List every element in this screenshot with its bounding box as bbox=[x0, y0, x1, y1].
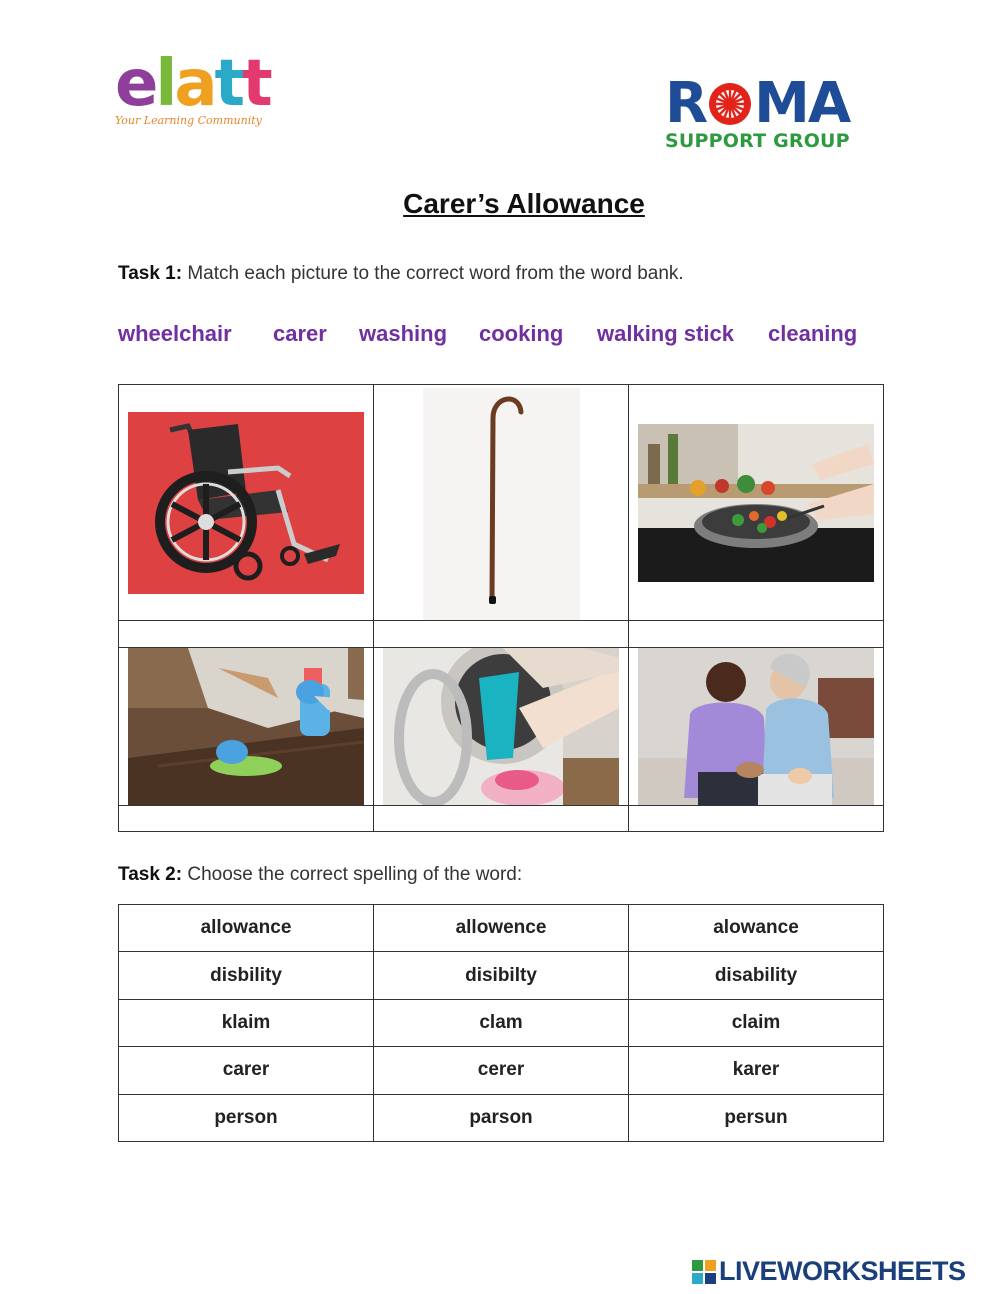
task2-text: Choose the correct spelling of the word: bbox=[182, 864, 523, 885]
answer-box[interactable] bbox=[118, 805, 374, 832]
picture-cell bbox=[118, 647, 374, 806]
roma-subtitle: SUPPORT GROUP bbox=[665, 130, 850, 152]
table-row bbox=[119, 952, 884, 999]
answer-box[interactable] bbox=[628, 805, 884, 832]
picture-cell bbox=[628, 647, 884, 806]
page-title: Carer’s Allowance bbox=[403, 188, 645, 219]
word-bank-item[interactable]: walking stick bbox=[597, 321, 734, 346]
table-row bbox=[119, 1094, 884, 1141]
picture-matching-table bbox=[118, 384, 884, 832]
spelling-option[interactable]: disbility bbox=[119, 952, 374, 999]
table-row bbox=[119, 999, 884, 1046]
spelling-option[interactable]: alowance bbox=[629, 905, 884, 952]
spelling-option[interactable]: person bbox=[119, 1094, 374, 1141]
spelling-option[interactable]: karer bbox=[629, 1047, 884, 1094]
carer-image bbox=[638, 648, 874, 805]
cleaning-image bbox=[128, 648, 364, 805]
spelling-option[interactable]: allowence bbox=[374, 905, 629, 952]
word-bank-item[interactable]: washing bbox=[359, 321, 448, 346]
table-row bbox=[119, 905, 884, 952]
word-bank-item[interactable]: carer bbox=[273, 321, 327, 346]
washing-image bbox=[383, 648, 619, 805]
word-bank-item[interactable]: wheelchair bbox=[118, 321, 232, 346]
picture-cell bbox=[118, 384, 374, 621]
task1-label: Task 1: bbox=[118, 263, 183, 284]
liveworksheets-logo bbox=[692, 1256, 966, 1287]
spelling-option[interactable]: carer bbox=[119, 1047, 374, 1094]
spelling-table bbox=[118, 904, 884, 1142]
elatt-logo-wordmark: elatt bbox=[115, 47, 270, 121]
answer-box[interactable] bbox=[373, 805, 629, 832]
roma-wordmark: R MA bbox=[665, 71, 850, 136]
task1-text: Match each picture to the correct word from the word bank. bbox=[182, 263, 684, 284]
walking-stick-image bbox=[423, 388, 580, 620]
roma-support-group-logo bbox=[665, 71, 880, 156]
picture-cell bbox=[373, 647, 629, 806]
spelling-option[interactable]: clam bbox=[374, 999, 629, 1046]
spelling-option[interactable]: persun bbox=[629, 1094, 884, 1141]
spelling-option[interactable]: disibilty bbox=[374, 952, 629, 999]
roma-wheel-icon bbox=[707, 81, 753, 127]
spelling-option[interactable]: allowance bbox=[119, 905, 374, 952]
picture-cell bbox=[628, 384, 884, 621]
wheelchair-image bbox=[128, 412, 364, 594]
spelling-option[interactable]: disability bbox=[629, 952, 884, 999]
task2-label: Task 2: bbox=[118, 864, 183, 885]
answer-box[interactable] bbox=[373, 620, 629, 648]
task2-instruction bbox=[118, 864, 522, 886]
elatt-logo bbox=[115, 47, 275, 142]
liveworksheets-icon bbox=[692, 1260, 716, 1284]
picture-cell bbox=[373, 384, 629, 621]
spelling-option[interactable]: klaim bbox=[119, 999, 374, 1046]
answer-box[interactable] bbox=[628, 620, 884, 648]
spelling-option[interactable]: claim bbox=[629, 999, 884, 1046]
cooking-image bbox=[638, 424, 874, 582]
liveworksheets-brand: LIVEWORKSHEETS bbox=[719, 1256, 966, 1286]
word-bank-item[interactable]: cooking bbox=[479, 321, 564, 346]
task1-instruction bbox=[118, 263, 684, 285]
table-row bbox=[119, 1047, 884, 1094]
spelling-option[interactable]: cerer bbox=[374, 1047, 629, 1094]
answer-box[interactable] bbox=[118, 620, 374, 648]
word-bank-item[interactable]: cleaning bbox=[768, 321, 858, 346]
elatt-tagline: Your Learning Community bbox=[115, 114, 262, 127]
spelling-option[interactable]: parson bbox=[374, 1094, 629, 1141]
